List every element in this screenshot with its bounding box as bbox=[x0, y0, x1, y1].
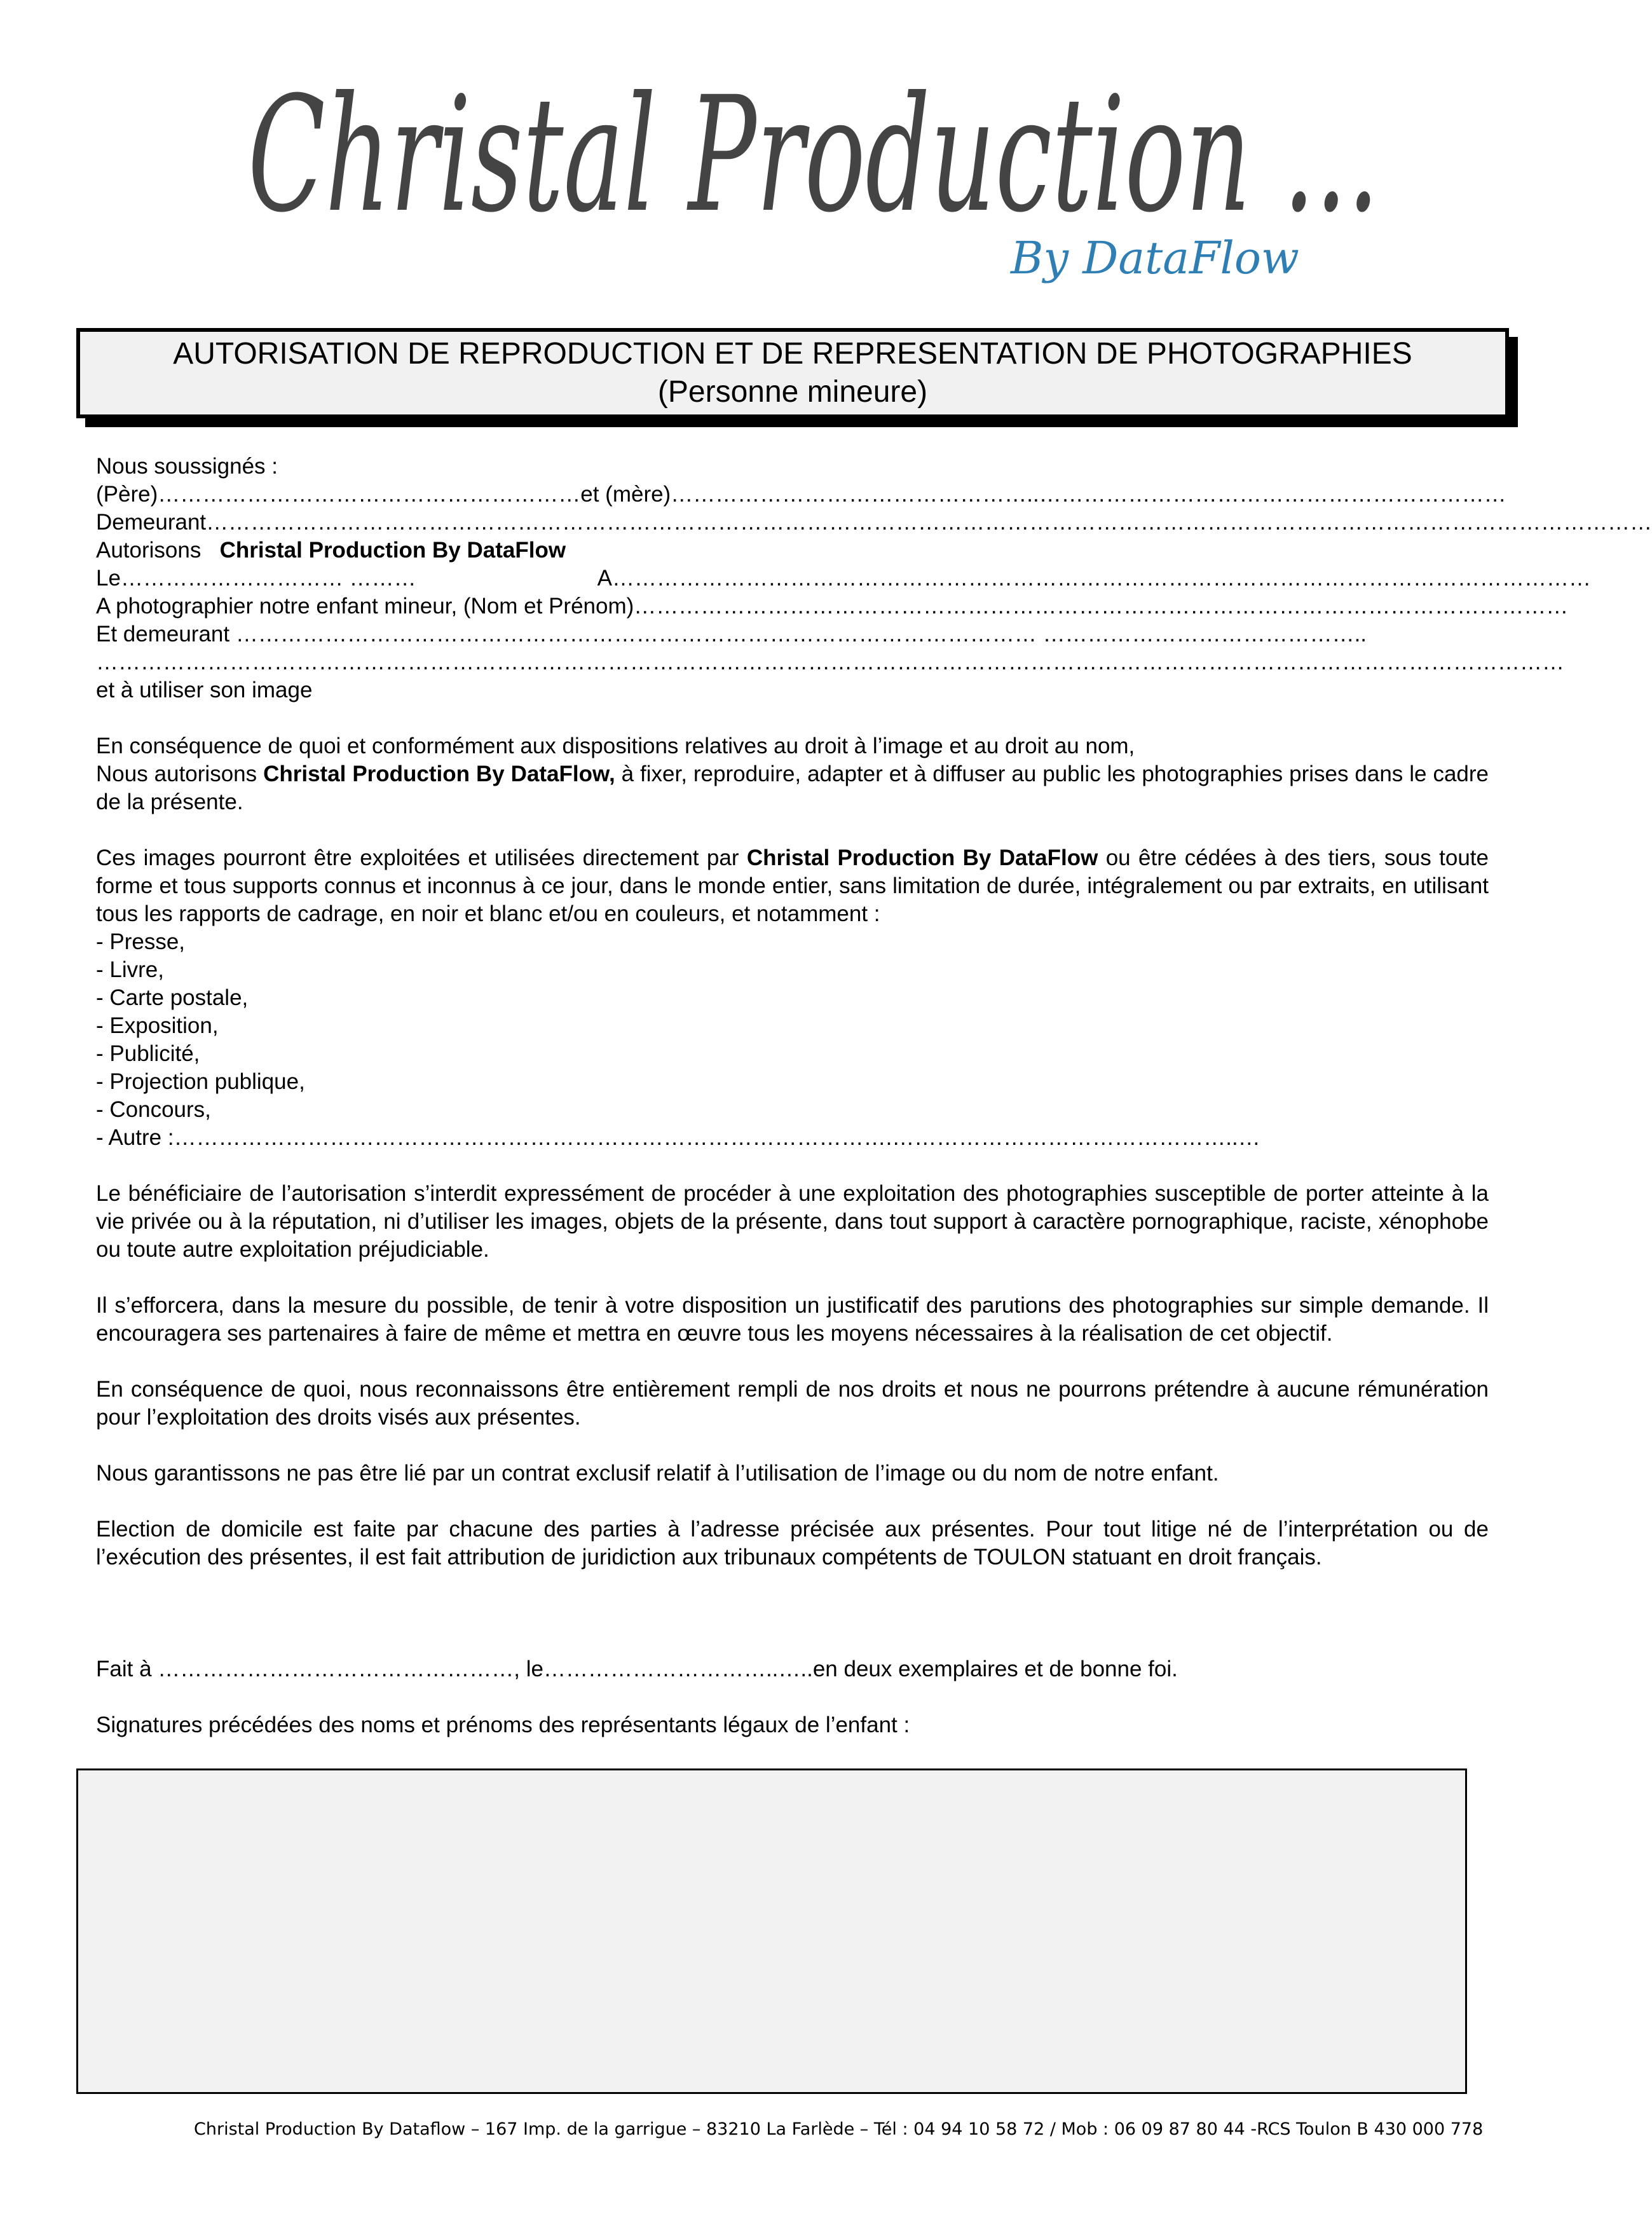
demeurant-line bbox=[96, 509, 1652, 537]
parents-line bbox=[96, 481, 1506, 509]
autorisons-line bbox=[96, 537, 1489, 564]
garantissons-paragraph: Nous garantissons ne pas être lié par un contrat exclusif relatif à l’utilisation de l’image ou du nom de notre enfant. bbox=[96, 1461, 1219, 1486]
list-item: - Concours, bbox=[96, 1097, 211, 1122]
enfant-line bbox=[96, 592, 1569, 620]
images-company: Christal Production By DataFlow bbox=[746, 845, 1098, 870]
autre-label: - Autre : bbox=[96, 1125, 174, 1150]
autorisons-pre: Nous autorisons bbox=[96, 762, 264, 786]
footer-address: Christal Production By Dataflow – 167 Imp. de la garrigue – 83210 La Farlède – Tél : 04 94 10 58 72 / Mob : 06 09 87 80 44 -RCS Toulon B 430 000 778 bbox=[194, 2119, 1484, 2139]
signature-box[interactable] bbox=[76, 1768, 1467, 2094]
list-item: - Livre, bbox=[96, 957, 164, 982]
list-item: - Carte postale, bbox=[96, 985, 249, 1010]
soussignes-label: Nous soussignés : bbox=[96, 454, 278, 479]
autorisons-company: Christal Production By DataFlow, bbox=[263, 762, 615, 786]
list-item: - Projection publique, bbox=[96, 1069, 305, 1094]
mere-label: et (mère) bbox=[580, 482, 671, 507]
autorisons-post: à fixer, reproduire, adapter et à diffuser au public les photographies prises dans le cadre de la présente. bbox=[96, 762, 1489, 814]
title-line-2: (Personne mineure) bbox=[657, 375, 928, 409]
efforcera-paragraph: Il s’efforcera, dans la mesure du possible, de tenir à votre disposition un justificatif des parutions des photographies sur simple demande. Il encouragera ses partenaires à faire de même et mettra en œuvre tous les moyens nécessaires à la réalisation de cet objectif. bbox=[96, 1293, 1489, 1346]
company-name: Christal Production By DataFlow bbox=[219, 538, 566, 563]
document-body bbox=[96, 453, 1652, 1739]
beneficiaire-paragraph: Le bénéficiaire de l’autorisation s’interdit expressément de procéder à une exploitation des photographies susceptible de porter atteinte à la vie privée ou à la réputation, ni d’utiliser les images, objets de la présente, dans tout support à caractère pornographique, raciste, xénophobe ou toute autre exploitation préjudiciable. bbox=[96, 1181, 1489, 1262]
list-item: - Presse, bbox=[96, 929, 186, 954]
signatures-label: Signatures précédées des noms et prénoms des représentants légaux de l’enfant : bbox=[96, 1713, 910, 1737]
pere-label: (Père) bbox=[96, 482, 158, 507]
consequence-line: En conséquence de quoi et conformément aux dispositions relatives au droit à l’image et au droit au nom, bbox=[96, 734, 1135, 758]
et-demeurant-label: Et demeurant bbox=[96, 622, 236, 646]
title-line-1: AUTORISATION DE REPRODUCTION ET DE REPRESENTATION DE PHOTOGRAPHIES bbox=[173, 337, 1412, 371]
images-post: ou être cédées à des tiers, sous toute forme et tous supports connus et inconnus à ce jour, dans le monde entier, sans limitation de durée, intégralement ou par extraits, en utilisant tous les rapports de cadrage, en noir et blanc et/ou en couleurs, et notamment : bbox=[96, 845, 1489, 926]
enfant-demeurant-field[interactable]: ……………………………………………………………………………………………… …………………………………….. bbox=[235, 622, 1367, 646]
le-label: Le bbox=[96, 566, 121, 591]
autre-line bbox=[96, 1124, 1489, 1152]
list-item: - Publicité, bbox=[96, 1041, 200, 1066]
address-continuation-field[interactable]: ……………………………………………………………………………………………………………………………………………………………………………… bbox=[96, 650, 1564, 674]
photographier-label: A photographier notre enfant mineur, (Nom et Prénom) bbox=[96, 594, 634, 619]
a-label: A bbox=[597, 566, 613, 591]
autorisons-paragraph bbox=[96, 760, 1489, 816]
enfant-demeurant-line bbox=[96, 620, 1489, 648]
autorisons-label: Autorisons bbox=[96, 538, 201, 563]
fait-a-line[interactable]: Fait à …………………………………………, le…………………………..…..en deux exemplaires et de bonne foi. bbox=[96, 1657, 1178, 1681]
reconnaissons-paragraph: En conséquence de quoi, nous reconnaissons être entièrement rempli de nos droits et nous ne pourrons prétendre à aucune rémunération pour l’exploitation des droits visés aux présentes. bbox=[96, 1377, 1489, 1430]
christal-production-logo bbox=[248, 51, 1392, 292]
autre-field[interactable]: …………………………………………………………………………………….………………………………………..… bbox=[174, 1125, 1260, 1150]
date-field[interactable]: ………………………… ……… bbox=[120, 566, 416, 591]
mere-field[interactable]: …………………………………………..……………………………………………………… bbox=[671, 482, 1506, 507]
images-pre: Ces images pourront être exploitées et utilisées directement par bbox=[96, 845, 747, 870]
enfant-field[interactable]: ……………………………………………………………………………………………………………… bbox=[634, 594, 1569, 619]
logo-sub-text: By DataFlow bbox=[1011, 232, 1299, 284]
images-paragraph bbox=[96, 844, 1489, 928]
title-box bbox=[76, 328, 1509, 418]
election-paragraph: Election de domicile est faite par chacune des parties à l’adresse précisée aux présentes. Pour tout litige né de l’interprétation ou de l’exécution des présentes, il est fait attribution de juridiction aux tribunaux compétents de TOULON statuant en droit français. bbox=[96, 1517, 1489, 1570]
list-item: - Exposition, bbox=[96, 1013, 219, 1038]
logo-main-text: Christal Production ... bbox=[248, 62, 1379, 247]
place-field[interactable]: …………………………………………………………………………………………………………………… bbox=[612, 566, 1592, 591]
date-place-line bbox=[96, 564, 1592, 592]
utiliser-image-text: et à utiliser son image bbox=[96, 678, 313, 702]
pere-field[interactable]: ………………………………………………… bbox=[158, 482, 581, 507]
demeurant-label: Demeurant bbox=[96, 510, 207, 535]
demeurant-field[interactable]: …………………………………………………………………………………………………………………………………………………………………………… bbox=[206, 510, 1652, 535]
